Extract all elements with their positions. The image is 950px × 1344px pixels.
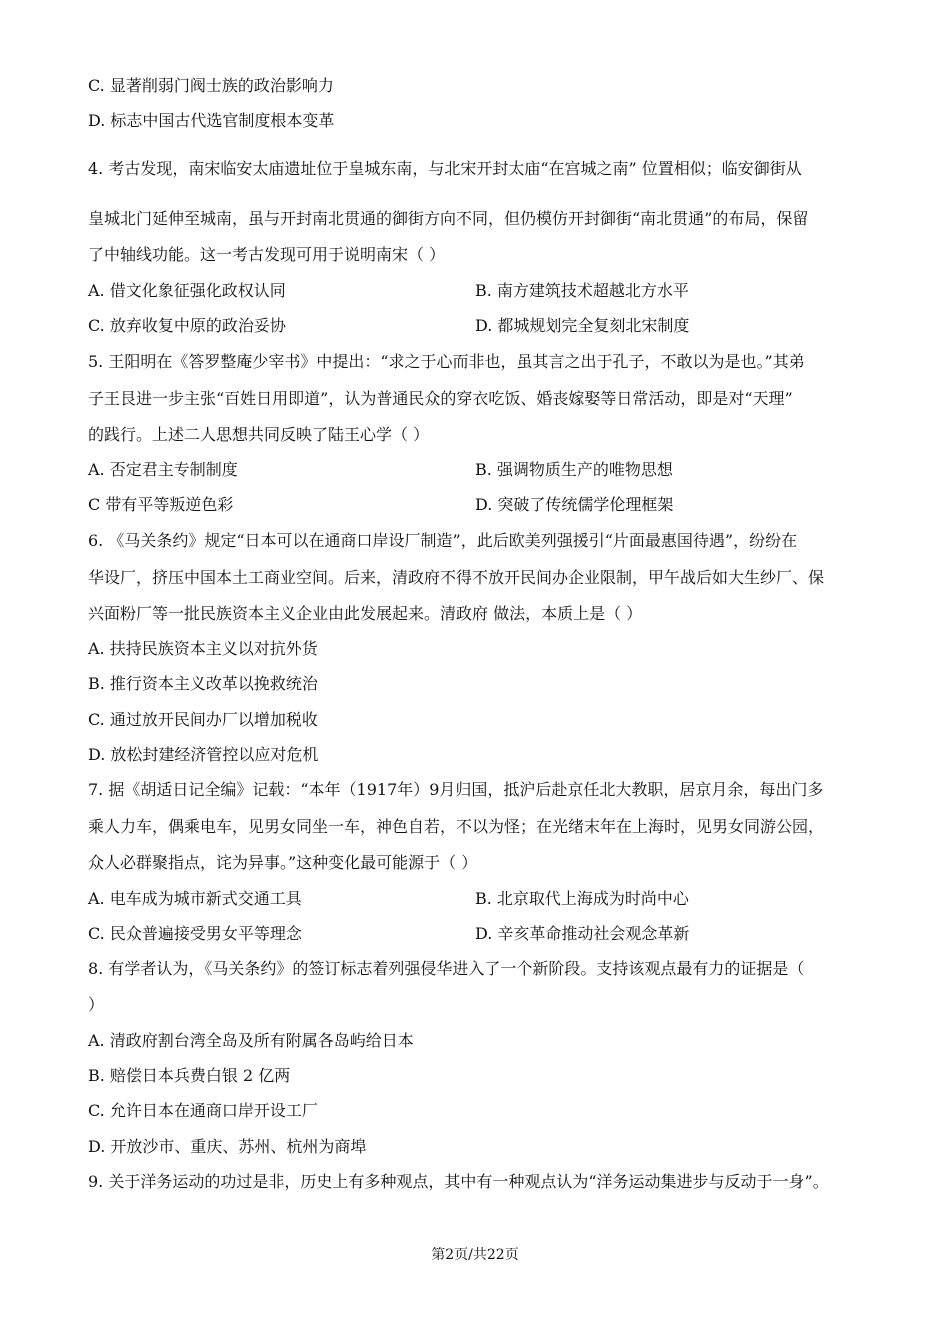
q4-stem-line2: 皇城北门延伸至城南，虽与开封南北贯通的御街方向不同，但仍模仿开封御街“南北贯通”的布局，保留 xyxy=(88,209,809,228)
q8-option-a: A. 清政府割台湾全岛及所有附属各岛屿给日本 xyxy=(88,1031,414,1050)
q8-option-c: C. 允许日本在通商口岸开设工厂 xyxy=(88,1101,318,1120)
q7-stem-line2: 乘人力车，偶乘电车，见男女同坐一车，神色自若，不以为怪；在光绪末年在上海时，见男女同游公园， xyxy=(88,817,825,836)
q6-option-a: A. 扶持民族资本主义以对抗外货 xyxy=(88,639,318,658)
q7-stem-line1: 7. 据《胡适日记全编》记载：“本年（1917年）9月归国，抵沪后赴京任北大教职，居京月余，每出门多 xyxy=(88,780,824,799)
q5-stem-line1: 5. 王阳明在《答罗整庵少宰书》中提出：“求之于心而非也，虽其言之出于孔子，不敢以为是也。”其弟 xyxy=(88,352,805,371)
q4-stem-line3: 了中轴线功能。这一考古发现可用于说明南宋（ ） xyxy=(88,245,446,264)
q6-option-b: B. 推行资本主义改革以挽救统治 xyxy=(88,674,318,693)
q4-stem-line1: 4. 考古发现，南宋临安太庙遗址位于皇城东南，与北宋开封太庙“在宫城之南” 位置相似；临安御街从 xyxy=(88,159,802,178)
q6-stem-line2: 华设厂，挤压中国本土工商业空间。后来，清政府不得不放开民间办企业限制，甲午战后如大生纱厂、保 xyxy=(88,568,825,587)
q7-stem-line3: 众人必群聚指点，诧为异事。”这种变化最可能源于（ ） xyxy=(88,853,478,872)
q3-option-c: C. 显著削弱门阀士族的政治影响力 xyxy=(88,76,334,95)
q7-option-b: B. 北京取代上海成为时尚中心 xyxy=(475,889,689,908)
q7-option-a: A. 电车成为城市新式交通工具 xyxy=(88,889,302,908)
q5-option-a: A. 否定君主专制制度 xyxy=(88,460,238,479)
q3-option-d: D. 标志中国古代选官制度根本变革 xyxy=(88,111,335,130)
q4-option-d: D. 都城规划完全复刻北宋制度 xyxy=(475,316,690,335)
q6-option-c: C. 通过放开民间办厂以增加税收 xyxy=(88,710,318,729)
q6-stem-line3: 兴面粉厂等一批民族资本主义企业由此发展起来。清政府 做法，本质上是（ ） xyxy=(88,604,643,623)
q5-option-b: B. 强调物质生产的唯物思想 xyxy=(475,460,673,479)
q5-stem-line3: 的践行。上述二人思想共同反映了陆王心学（ ） xyxy=(88,425,430,444)
q5-stem-line2: 子王艮进一步主张“百姓日用即道”，认为普通民众的穿衣吃饭、婚丧嫁娶等日常活动，即是对“天理” xyxy=(88,389,793,408)
q6-option-d: D. 放松封建经济管控以应对危机 xyxy=(88,745,319,764)
q7-option-d: D. 辛亥革命推动社会观念革新 xyxy=(475,924,690,943)
q6-stem-line1: 6. 《马关条约》规定“日本可以在通商口岸设厂制造”，此后欧美列强援引“片面最惠国待遇”，纷纷在 xyxy=(88,531,798,550)
q5-option-d: D. 突破了传统儒学伦理框架 xyxy=(475,495,674,514)
q5-option-c: C 带有平等叛逆色彩 xyxy=(88,495,234,514)
q8-option-b: B. 赔偿日本兵费白银 2 亿两 xyxy=(88,1066,291,1085)
page-footer: 第2页/共22页 xyxy=(431,1247,519,1263)
q4-option-b: B. 南方建筑技术超越北方水平 xyxy=(475,281,689,300)
q8-option-d: D. 开放沙市、重庆、苏州、杭州为商埠 xyxy=(88,1137,367,1156)
q7-option-c: C. 民众普遍接受男女平等理念 xyxy=(88,924,302,943)
q8-stem-line2: ） xyxy=(88,995,105,1014)
q8-stem-line1: 8. 有学者认为，《马关条约》的签订标志着列强侵华进入了一个新阶段。支持该观点最有力的证据是（ xyxy=(88,959,805,978)
q4-option-c: C. 放弃收复中原的政治妥协 xyxy=(88,316,286,335)
q9-stem-line1: 9. 关于洋务运动的功过是非，历史上有多种观点，其中有一种观点认为“洋务运动集进步与反动于一身”。 xyxy=(88,1172,829,1191)
q4-option-a: A. 借文化象征强化政权认同 xyxy=(88,281,286,300)
